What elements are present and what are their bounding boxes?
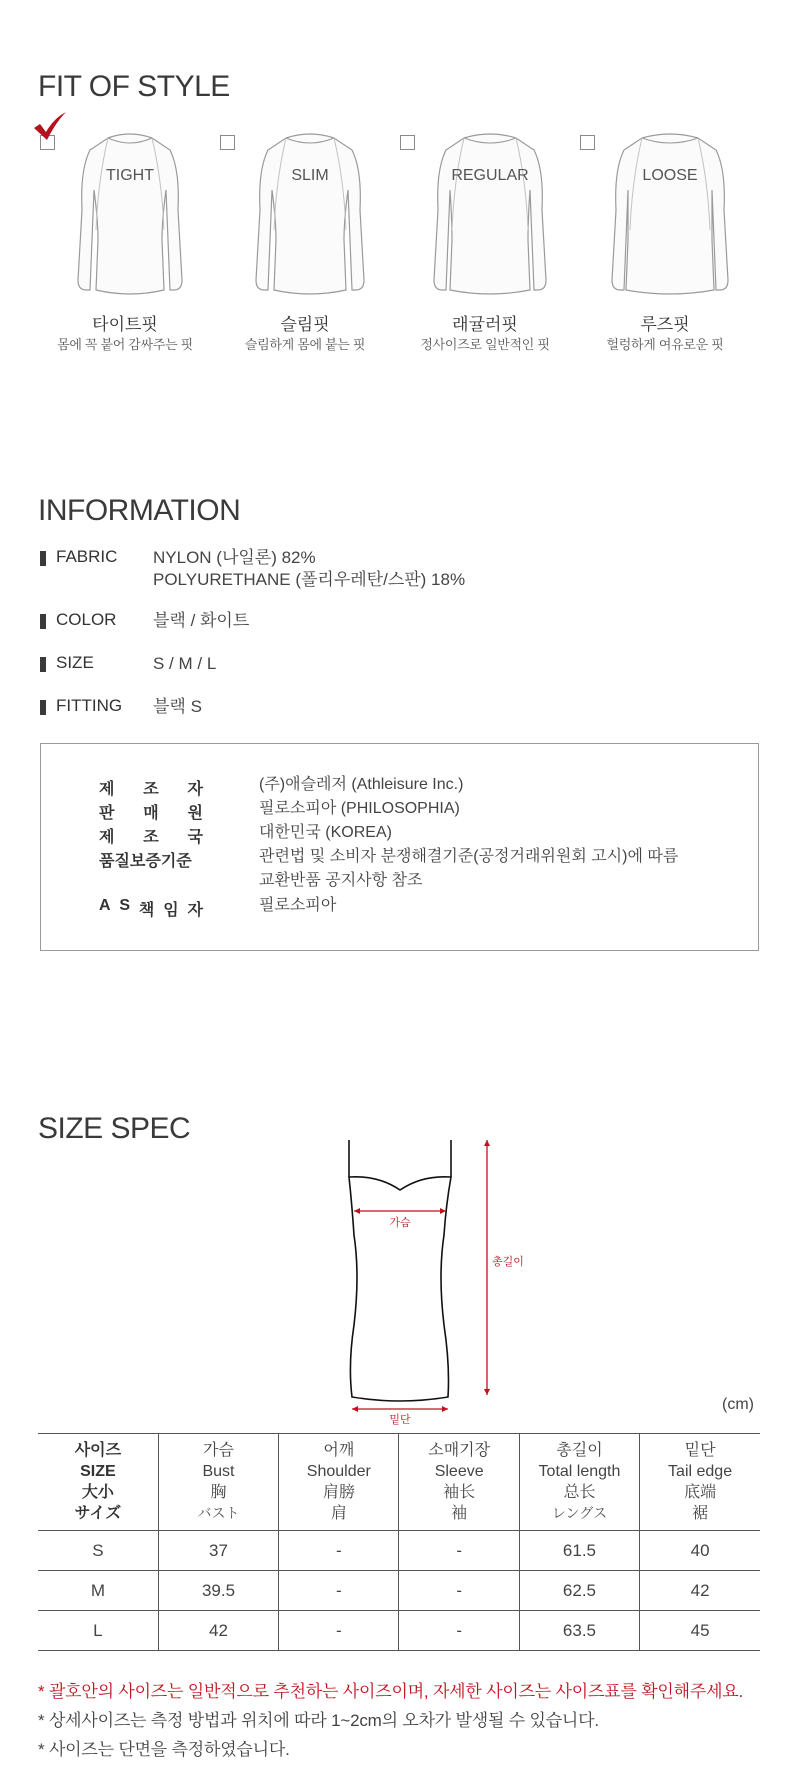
info-label: COLOR <box>56 610 117 629</box>
table-cell: - <box>279 1611 399 1651</box>
table-cell: 63.5 <box>519 1611 639 1651</box>
size-table-header <box>38 1434 760 1531</box>
hem-label: 밑단 <box>389 1414 411 1425</box>
fit-name: 루즈핏 <box>640 315 690 334</box>
table-cell: 62.5 <box>519 1571 639 1611</box>
bullet-icon <box>40 700 46 715</box>
size-table <box>38 1433 760 1651</box>
info-section-title: INFORMATION <box>38 494 241 527</box>
unit-label: (cm) <box>722 1396 754 1413</box>
legal-label-manufacturer: 제 조 자 <box>99 781 203 798</box>
table-cell: 61.5 <box>519 1531 639 1571</box>
shirt-icon <box>610 130 730 300</box>
info-label: FITTING <box>56 696 123 715</box>
size-note: * 상세사이즈는 측정 방법과 위치에 따라 1~2cm의 오차가 발생될 수 있습니다. <box>38 1711 599 1730</box>
table-cell: 37 <box>158 1531 278 1571</box>
size-note: * 사이즈는 단면을 측정하였습니다. <box>38 1740 290 1759</box>
fit-desc: 슬림하게 몸에 붙는 핏 <box>244 337 366 352</box>
fit-desc: 몸에 꼭 붙어 감싸주는 핏 <box>57 337 193 352</box>
table-cell: - <box>279 1571 399 1611</box>
table-cell: M <box>38 1571 158 1611</box>
header-size: 사이즈 SIZE 大小 サイズ <box>38 1434 158 1531</box>
table-cell: - <box>279 1531 399 1571</box>
legal-label-seller: 판 매 원 <box>99 805 203 822</box>
size-note-highlight: * 괄호안의 사이즈는 일반적으로 추천하는 사이즈이며, 자세한 사이즈는 사이즈표를 확인해주세요. <box>38 1682 744 1701</box>
table-cell: S <box>38 1531 158 1571</box>
fit-checkbox[interactable] <box>220 135 235 150</box>
legal-label-country: 제 조 국 <box>99 829 203 846</box>
legal-value: (주)애슬레저 (Athleisure Inc.) <box>259 776 464 793</box>
checkmark-icon <box>32 112 68 142</box>
table-row <box>38 1611 760 1651</box>
table-cell: 45 <box>640 1611 760 1651</box>
header-shoulder: 어깨 Shoulder 肩膀 肩 <box>279 1434 399 1531</box>
fit-checkbox[interactable] <box>580 135 595 150</box>
info-value: 블랙 S <box>153 697 202 716</box>
header-total-length: 총길이 Total length 总长 レングス <box>519 1434 639 1531</box>
fit-desc: 헐렁하게 여유로운 핏 <box>606 337 724 352</box>
table-cell: - <box>399 1571 519 1611</box>
legal-value: 대한민국 (KOREA) <box>259 824 392 841</box>
total-length-label: 총길이 <box>492 1256 524 1268</box>
size-spec-title: SIZE SPEC <box>38 1112 191 1145</box>
bust-label: 가슴 <box>389 1217 411 1229</box>
table-row <box>38 1531 760 1571</box>
fit-garment-label: LOOSE <box>642 167 698 184</box>
fit-checkbox[interactable] <box>400 135 415 150</box>
legal-value: 필로소피아 (PHILOSOPHIA) <box>259 800 460 817</box>
fit-desc: 정사이즈로 일반적인 핏 <box>420 337 550 352</box>
table-cell: - <box>399 1531 519 1571</box>
fit-option-loose[interactable] <box>580 130 750 355</box>
bullet-icon <box>40 551 46 566</box>
info-label: FABRIC <box>56 547 118 566</box>
fit-option-regular[interactable] <box>400 130 570 355</box>
table-cell: 40 <box>640 1531 760 1571</box>
fit-name: 타이트핏 <box>92 315 158 334</box>
bullet-icon <box>40 657 46 672</box>
fit-garment-label: REGULAR <box>451 167 529 184</box>
fit-garment-label: SLIM <box>291 167 329 184</box>
header-sleeve: 소매기장 Sleeve 袖长 袖 <box>399 1434 519 1531</box>
bullet-icon <box>40 614 46 629</box>
fit-name: 래귤러핏 <box>452 315 518 334</box>
info-value: S / M / L <box>153 654 217 673</box>
header-tail-edge: 밑단 Tail edge 底端 裾 <box>640 1434 760 1531</box>
fit-option-tight[interactable] <box>40 130 210 355</box>
info-value: NYLON (나일론) 82% POLYURETHANE (폴리우레탄/스판) 18% <box>153 548 466 589</box>
table-cell: 39.5 <box>158 1571 278 1611</box>
table-cell: 42 <box>158 1611 278 1651</box>
legal-label-quality: 품질보증기준 <box>99 853 192 870</box>
table-cell: L <box>38 1611 158 1651</box>
table-row <box>38 1571 760 1611</box>
fit-section-title: FIT OF STYLE <box>38 70 230 103</box>
table-cell: 42 <box>640 1571 760 1611</box>
legal-label-as: A S 책 임 자 <box>99 897 203 919</box>
table-cell: - <box>399 1611 519 1651</box>
header-bust: 가슴 Bust 胸 バスト <box>158 1434 278 1531</box>
garment-diagram <box>320 1135 530 1425</box>
info-label: SIZE <box>56 653 94 672</box>
shirt-icon <box>430 130 550 300</box>
legal-value: 필로소피아 <box>259 897 337 914</box>
legal-info-box <box>40 743 759 951</box>
shirt-icon <box>250 130 370 300</box>
fit-name: 슬림핏 <box>280 315 330 334</box>
fit-option-slim[interactable] <box>220 130 390 355</box>
legal-value: 관련법 및 소비자 분쟁해결기준(공정거래위원회 고시)에 따름 교환반품 공지사항 참조 <box>259 848 679 889</box>
fit-garment-label: TIGHT <box>106 167 154 184</box>
info-value: 블랙 / 화이트 <box>153 611 250 630</box>
shirt-icon <box>70 130 190 300</box>
